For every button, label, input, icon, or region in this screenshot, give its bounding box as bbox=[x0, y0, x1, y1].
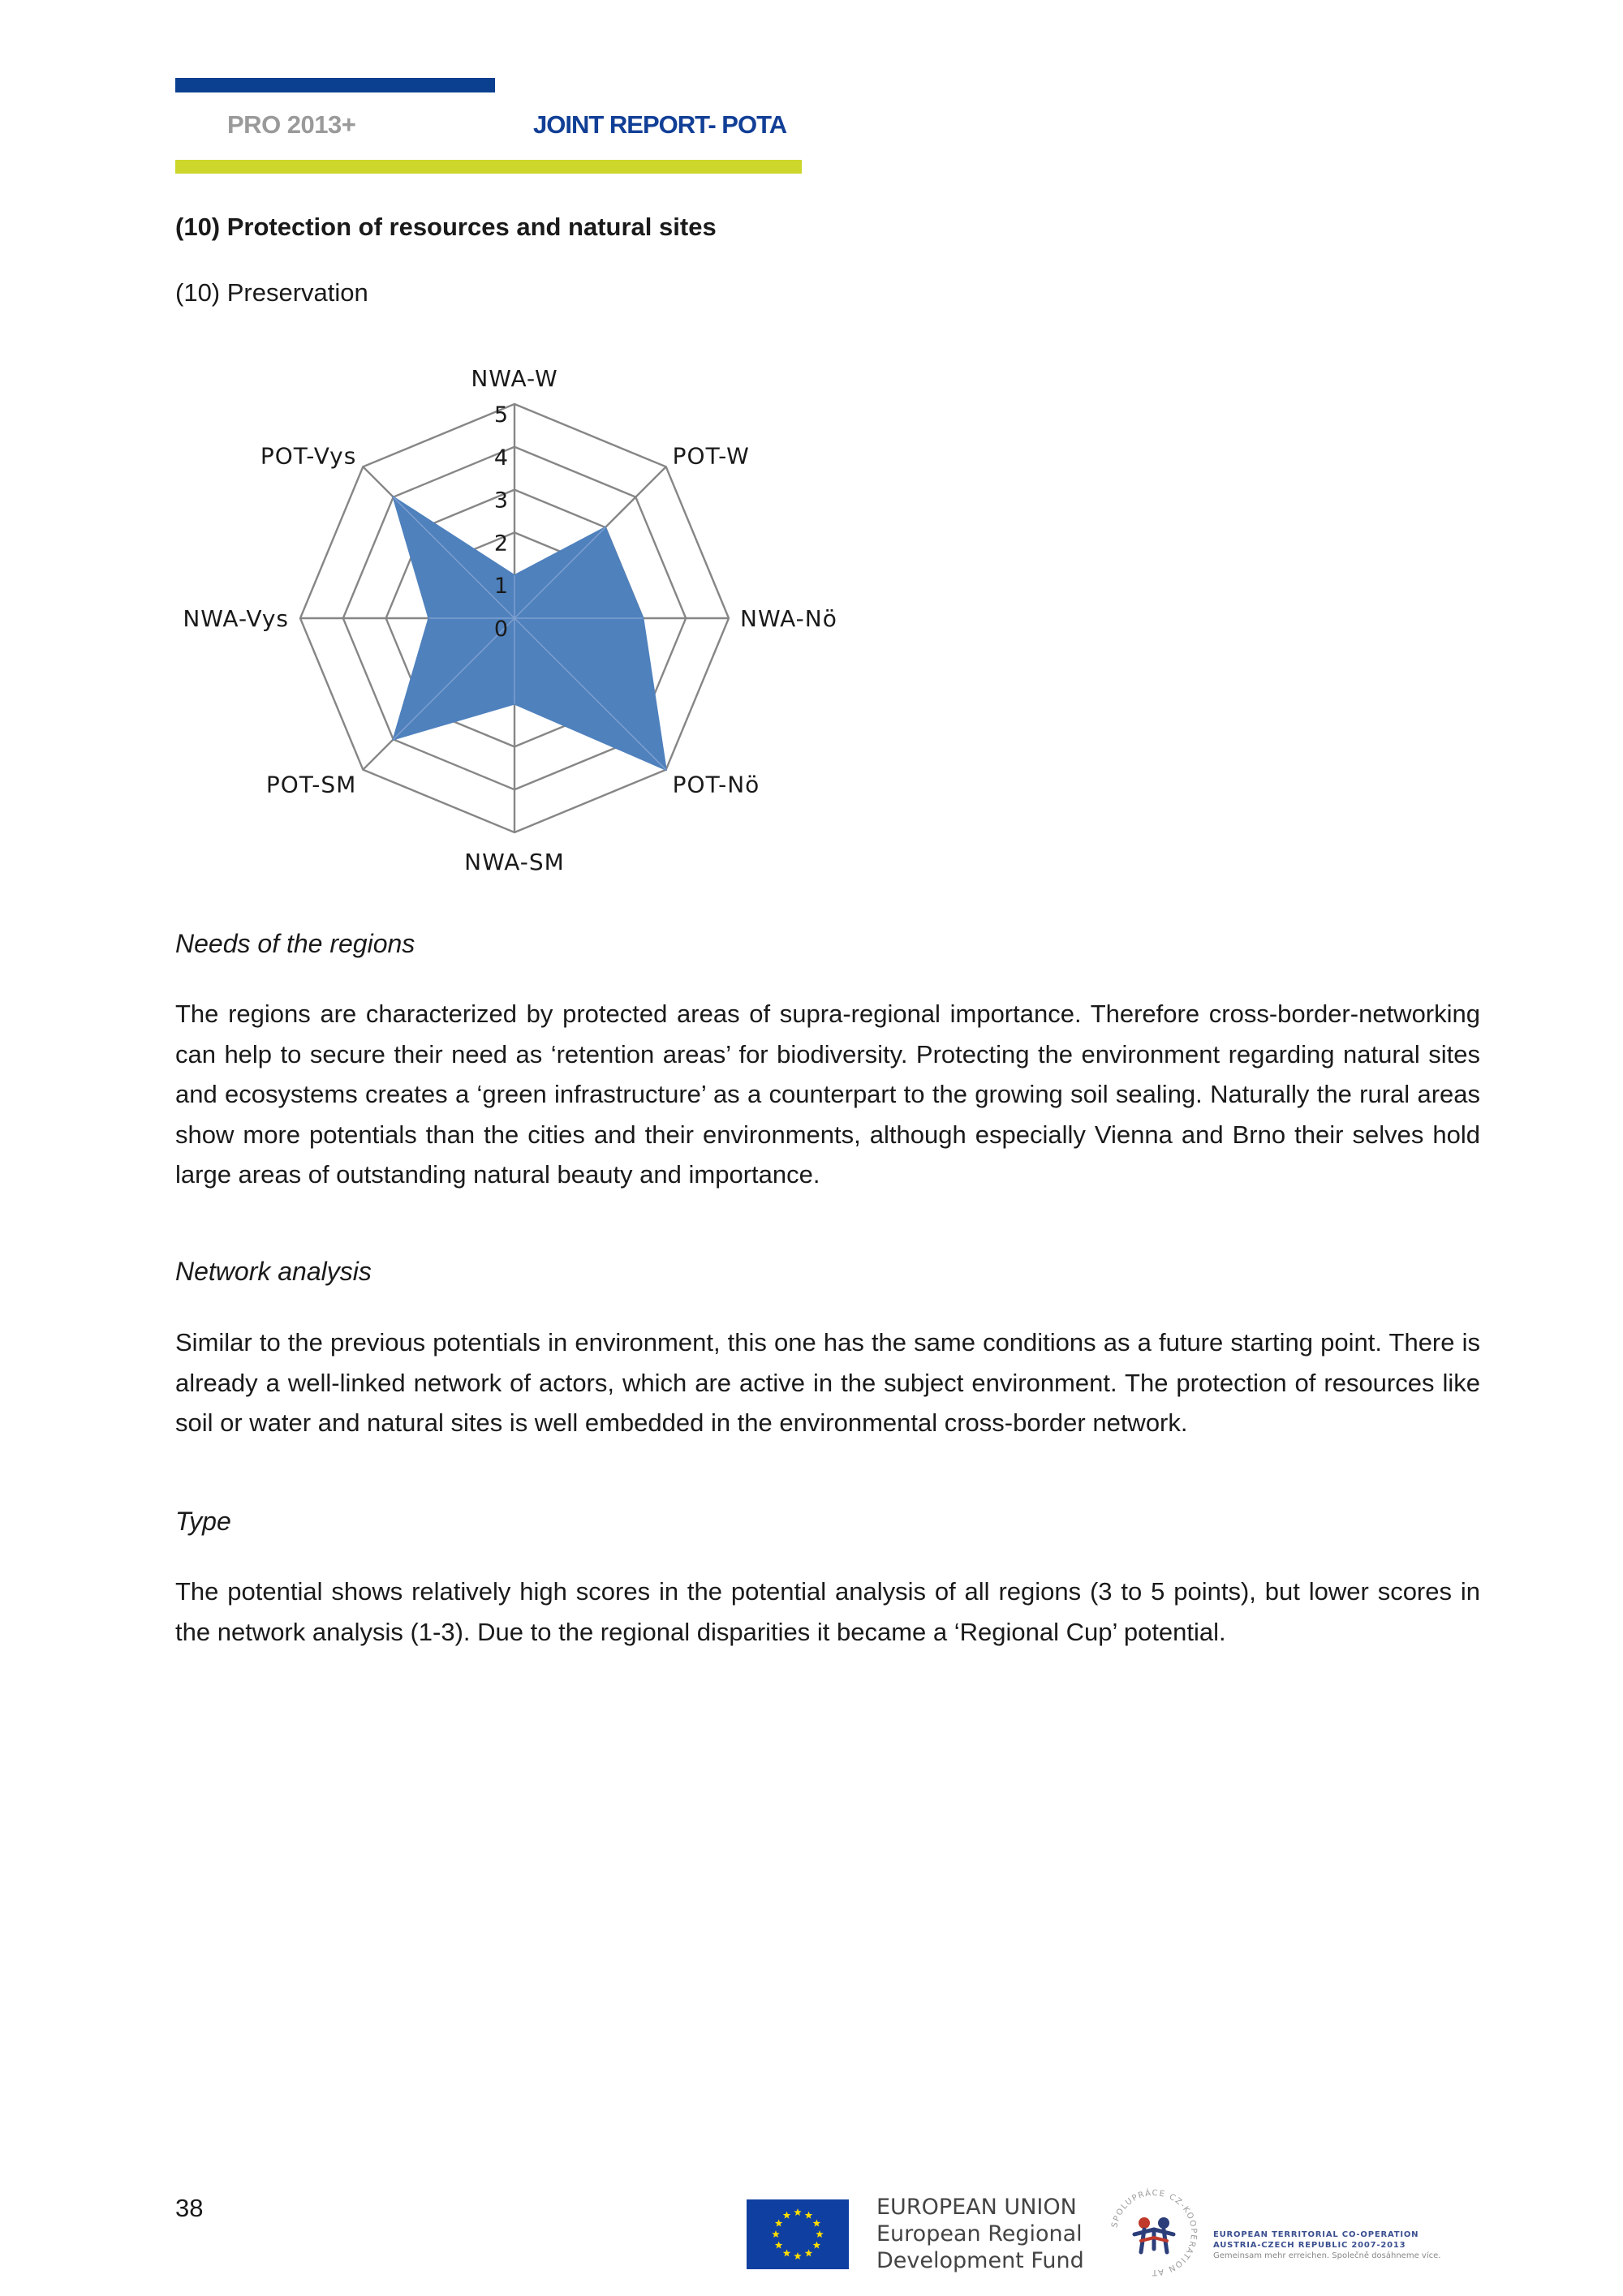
category-label-NWA-W: NWA-W bbox=[471, 365, 558, 392]
eu-fund-text bbox=[876, 2194, 1084, 2274]
coop-ring-text: SPOLUPRÁCE CZ-KOOPERATION AT bbox=[1110, 2188, 1199, 2277]
coop-subline: Gemeinsam mehr erreichen. Společně dosáhneme více. bbox=[1213, 2251, 1441, 2260]
type-paragraph: The potential shows relatively high scores in the potential analysis of all regions (3 to 5 points), but lower scores in the network analysis (1-3). Due to the regional disparities it became a ‘Regional Cup’ potential. bbox=[175, 1577, 1480, 1646]
eu-line-1: EUROPEAN UNION bbox=[876, 2195, 1077, 2220]
category-label-POT-Nö: POT-Nö bbox=[672, 771, 760, 798]
tick-label-3: 3 bbox=[493, 488, 508, 514]
tick-label-1: 1 bbox=[493, 574, 508, 600]
needs-heading: Needs of the regions bbox=[175, 929, 415, 958]
category-label-POT-W: POT-W bbox=[672, 442, 750, 470]
tick-label-5: 5 bbox=[493, 402, 508, 428]
needs-paragraph: The regions are characterized by protected areas of supra-regional importance. Therefore cross-border-networking can help to secure their need as ‘retention areas’ for biodiversity. Protecting the environment regarding natural sites and ecosystems creates a ‘green infrastructure’ as a counterpart to the growing soil sealing. Naturally the rural areas show more potentials than the cities and their environments, although especially Vienna and Brno their selves hold large areas of outstanding natural beauty and importance. bbox=[175, 1000, 1480, 1189]
eu-line-3: Development Fund bbox=[876, 2248, 1084, 2273]
tick-label-4: 4 bbox=[493, 445, 508, 471]
category-label-NWA-SM: NWA-SM bbox=[464, 849, 565, 875]
network-heading: Network analysis bbox=[175, 1257, 372, 1286]
eu-flag-logo bbox=[747, 2199, 849, 2269]
radar-chart bbox=[175, 349, 873, 884]
header-top-bar bbox=[175, 78, 495, 92]
header-bottom-bar bbox=[175, 160, 802, 174]
tick-label-2: 2 bbox=[493, 531, 508, 557]
tick-label-0: 0 bbox=[493, 617, 508, 642]
coop-text bbox=[1213, 2229, 1440, 2261]
type-heading: Type bbox=[175, 1507, 231, 1536]
cooperation-logo bbox=[1105, 2184, 1203, 2281]
header-left-title: PRO 2013+ bbox=[227, 110, 356, 139]
category-label-POT-SM: POT-SM bbox=[265, 771, 357, 798]
coop-line-1: EUROPEAN TERRITORIAL CO-OPERATION bbox=[1213, 2230, 1419, 2239]
figures-icon bbox=[1134, 2217, 1173, 2252]
category-label-NWA-Vys: NWA-Vys bbox=[183, 605, 289, 632]
section-heading: (10) Protection of resources and natural sites bbox=[175, 213, 717, 241]
chart-title: (10) Preservation bbox=[175, 278, 368, 307]
category-label-POT-Vys: POT-Vys bbox=[260, 442, 357, 470]
page-number: 38 bbox=[175, 2194, 204, 2222]
network-paragraph: Similar to the previous potentials in environment, this one has the same conditions as a future starting point. There is already a well-linked network of actors, which are active in the subject environment. The protection of resources like soil or water and natural sites is well embedded in the environmental cross-border network. bbox=[175, 1328, 1480, 1437]
header-right-title: JOINT REPORT- POTA bbox=[533, 110, 787, 139]
coop-line-2: AUSTRIA-CZECH REPUBLIC 2007-2013 bbox=[1213, 2241, 1406, 2250]
eu-line-2: European Regional bbox=[876, 2221, 1083, 2247]
category-label-NWA-Nö: NWA-Nö bbox=[740, 605, 837, 632]
